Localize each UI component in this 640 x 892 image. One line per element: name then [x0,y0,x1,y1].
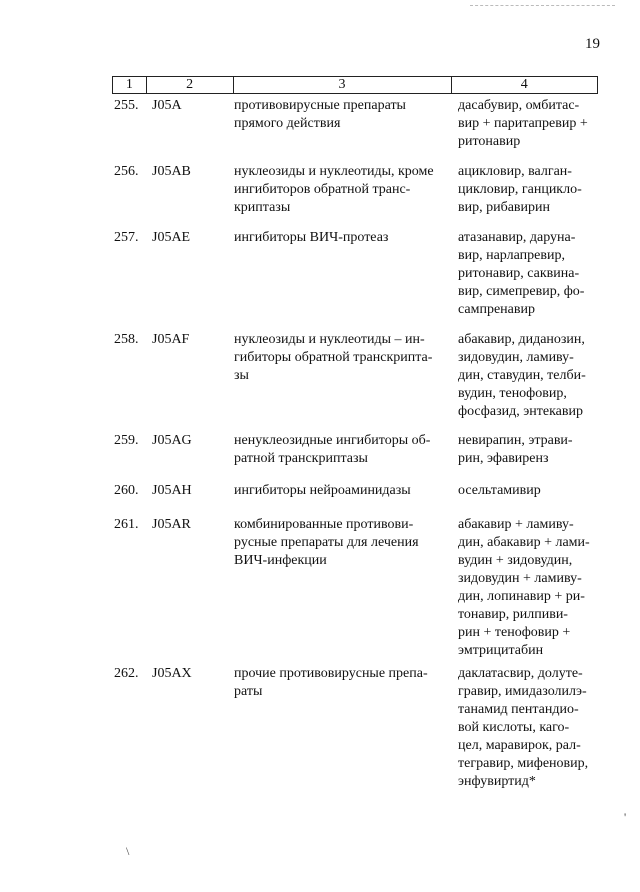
drug-line: цел, маравирок, рал- [458,738,581,753]
drug-line: гравир, имидазолилэ- [458,684,587,699]
drug-line: тонавир, рилпиви- [458,607,568,622]
row-number: 262. [114,666,139,681]
drug-line: цикловир, ганцикло- [458,182,582,197]
atc-code: J05A [152,98,182,113]
desc-line: русные препараты для лечения [234,535,419,550]
drug-list [458,331,596,421]
drug-line: абакавир + ламиву- [458,517,574,532]
atc-code: J05AE [152,230,191,245]
drug-line: сампренавир [458,302,535,317]
drug-line: дин, ставудин, телби- [458,368,586,383]
desc-line: комбинированные противови- [234,517,414,532]
group-description [234,163,446,217]
scan-artifact-line [470,5,615,7]
desc-line: ингибиторы ВИЧ-протеаз [234,230,389,245]
group-description [234,331,446,385]
atc-code: J05AH [152,483,192,498]
group-description [234,229,446,247]
group-description [234,516,446,570]
drug-line: рин, эфавиренз [458,451,549,466]
drug-line: вир, рибавирин [458,200,551,215]
group-description [234,482,446,500]
drug-line: энфувиртид* [458,774,536,789]
desc-line: нуклеозиды и нуклеотиды – ин- [234,332,425,347]
drug-line: дасабувир, омбитас- [458,98,580,113]
row-number: 257. [114,230,139,245]
desc-line: ингибиторов обратной транс- [234,182,411,197]
drug-line: дин, абакавир + лами- [458,535,590,550]
drug-list [458,229,596,319]
atc-code: J05AG [152,433,192,448]
drug-line: невирапин, этрави- [458,433,573,448]
page-number: 19 [585,36,600,52]
drug-line: вир, нарлапревир, [458,248,565,263]
drug-list [458,163,596,217]
atc-code: J05AX [152,666,192,681]
group-description [234,432,446,468]
desc-line: прочие противовирусные препа- [234,666,428,681]
group-description [234,665,446,701]
row-number: 258. [114,332,139,347]
drug-line: вудин + зидовудин, [458,553,573,568]
drug-line: рин + тенофовир + [458,625,571,640]
drug-line: фосфазид, энтекавир [458,404,583,419]
drug-line: тегравир, мифеновир, [458,756,589,771]
desc-line: гибиторы обратной транскрипта- [234,350,433,365]
row-number: 256. [114,164,139,179]
desc-line: раты [234,684,263,699]
desc-line: ненуклеозидные ингибиторы об- [234,433,431,448]
drug-line: дин, лопинавир + ри- [458,589,585,604]
row-number: 260. [114,483,139,498]
drug-line: даклатасвир, долуте- [458,666,583,681]
row-number: 261. [114,517,139,532]
atc-code: J05AF [152,332,190,347]
desc-line: прямого действия [234,116,341,131]
drug-line: ритонавир [458,134,521,149]
drug-line: осельтамивир [458,483,541,498]
desc-line: криптазы [234,200,291,215]
drug-line: вой кислоты, каго- [458,720,570,735]
drug-line: зидовудин + ламиву- [458,571,582,586]
drug-line: вир, симепревир, фо- [458,284,585,299]
column-header-2: 2 [147,77,234,93]
desc-line: нуклеозиды и нуклеотиды, кроме [234,164,434,179]
column-header-4: 4 [520,77,528,92]
drug-line: атазанавир, даруна- [458,230,576,245]
scan-speck: \ [126,844,130,858]
desc-line: ВИЧ-инфекции [234,553,327,568]
column-header-1: 1 [113,77,147,93]
desc-line: ингибиторы нейроаминидазы [234,483,411,498]
desc-line: ратной транскриптазы [234,451,368,466]
row-number: 255. [114,98,139,113]
scan-speck: ' [624,810,627,824]
drug-list [458,665,596,791]
drug-line: ацикловир, валган- [458,164,572,179]
drug-line: вудин, тенофовир, [458,386,567,401]
group-description [234,97,446,133]
atc-code: J05AB [152,164,191,179]
column-header-3: 3 [234,77,452,93]
drug-line: абакавир, диданозин, [458,332,585,347]
drug-line: вир + паритапревир + [458,116,588,131]
drug-line: ритонавир, саквина- [458,266,580,281]
drug-list [458,482,596,500]
drug-list [458,432,596,468]
drug-list [458,97,596,151]
drug-list [458,516,596,660]
desc-line: зы [234,368,249,383]
row-number: 259. [114,433,139,448]
atc-code: J05AR [152,517,191,532]
table-header-row [112,76,598,94]
drug-line: танамид пентандио- [458,702,579,717]
drug-line: эмтрицитабин [458,643,544,658]
desc-line: противовирусные препараты [234,98,406,113]
drug-line: зидовудин, ламиву- [458,350,574,365]
